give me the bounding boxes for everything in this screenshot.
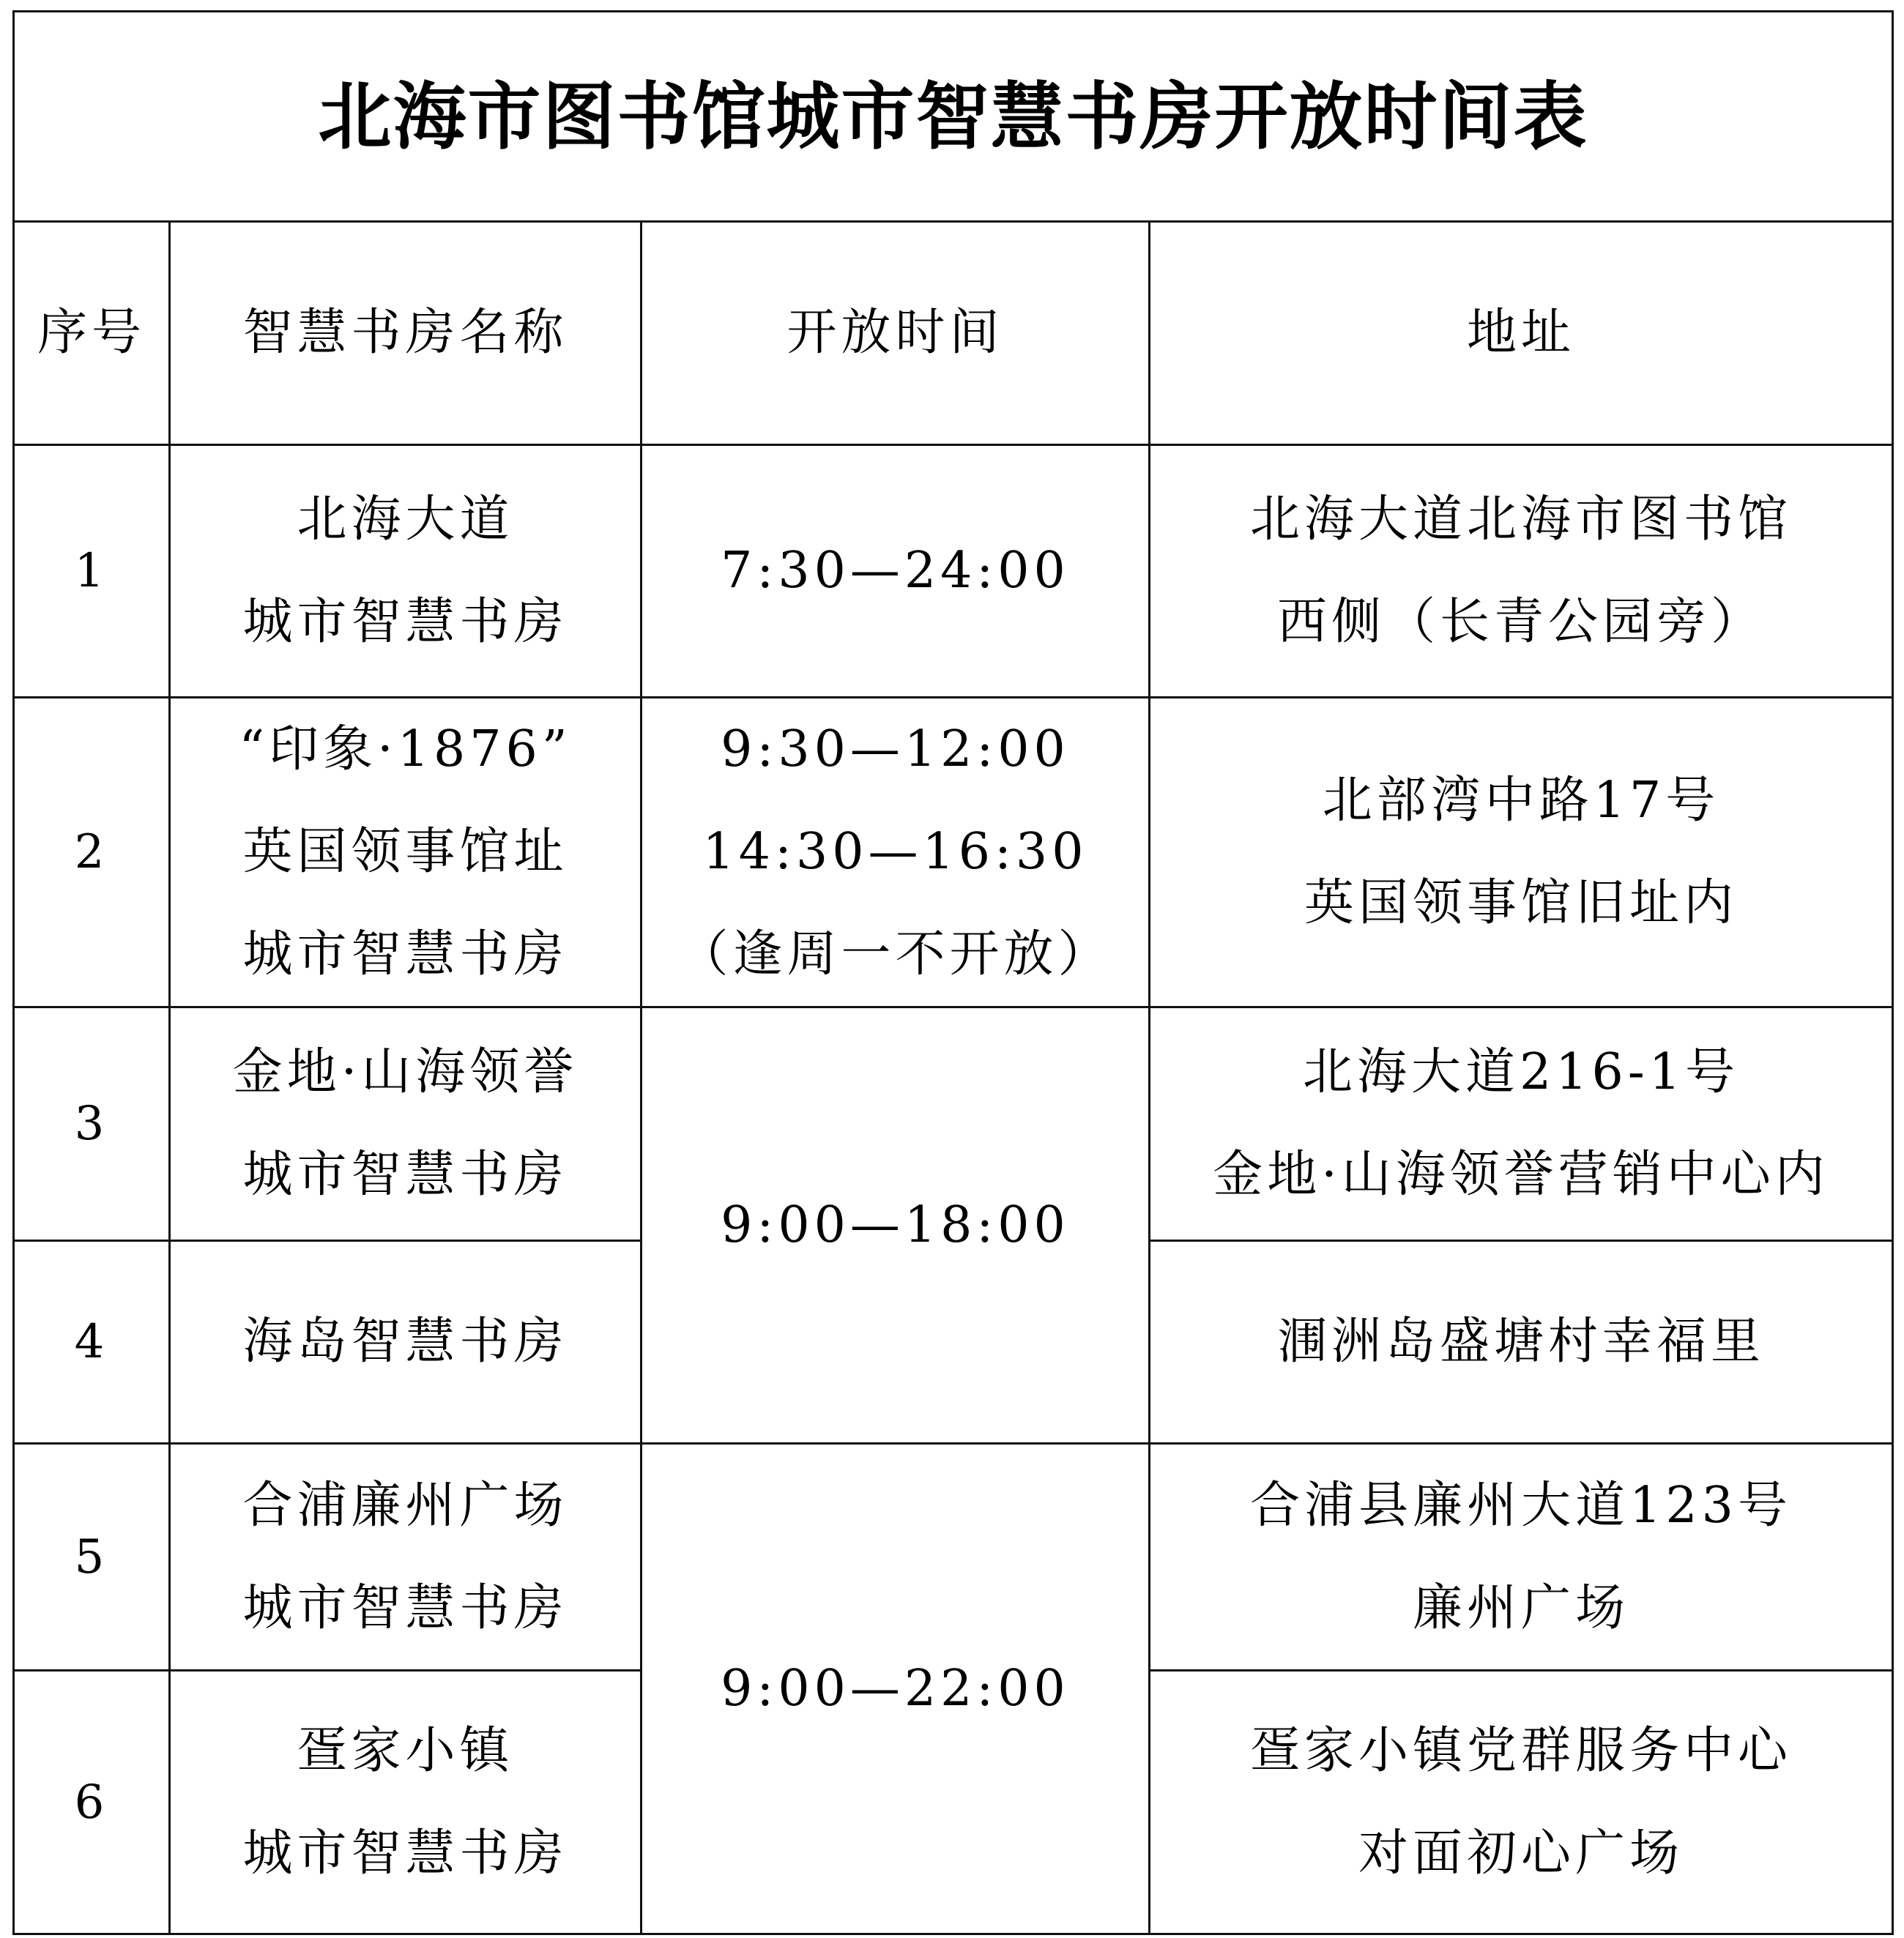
- time-line: 14:30—16:30: [702, 823, 1088, 881]
- name-line: 疍家小镇: [297, 1721, 514, 1780]
- time-line: （逢周一不开放）: [678, 925, 1112, 983]
- name-line: 城市智慧书房: [242, 1824, 568, 1882]
- header-address: 地址: [1150, 222, 1893, 445]
- row-address: [1150, 1007, 1893, 1241]
- address-line: 英国领事馆旧址内: [1304, 874, 1738, 932]
- row-address: [1150, 1671, 1893, 1934]
- address-line: 疍家小镇党群服务中心: [1249, 1721, 1792, 1780]
- row-no: 1: [14, 445, 170, 698]
- name-line: 城市智慧书房: [242, 1579, 568, 1637]
- row-time: [642, 1444, 1150, 1934]
- row-no: 3: [14, 1007, 170, 1241]
- header-name: 智慧书房名称: [170, 222, 642, 445]
- table-title: 北海市图书馆城市智慧书房开放时间表: [14, 12, 1893, 222]
- name-line: 城市智慧书房: [242, 1146, 568, 1204]
- row-address: [1150, 1444, 1893, 1671]
- row-no: 2: [14, 698, 170, 1007]
- row-time: [642, 698, 1150, 1007]
- name-line: “印象·1876”: [239, 720, 572, 778]
- row-time: [642, 1007, 1150, 1444]
- name-line: 北海大道: [297, 491, 514, 548]
- row-address: [1150, 445, 1893, 698]
- table-row: [14, 698, 1893, 1007]
- name-line: 合浦廉州广场: [242, 1476, 568, 1535]
- header-row: [14, 222, 1893, 445]
- table-row: [14, 445, 1893, 698]
- address-line: 北海大道北海市图书馆: [1249, 491, 1792, 548]
- name-line: 城市智慧书房: [242, 925, 568, 983]
- row-name: [170, 1444, 642, 1671]
- address-line: 合浦县廉州大道123号: [1250, 1476, 1792, 1535]
- row-name: [170, 698, 642, 1007]
- table-row: [14, 1444, 1893, 1671]
- time-line: 9:00—22:00: [721, 1659, 1070, 1718]
- row-name: [170, 445, 642, 698]
- row-address: [1150, 1241, 1893, 1444]
- header-time: 开放时间: [642, 222, 1150, 445]
- address-line: 对面初心广场: [1358, 1824, 1684, 1882]
- row-no: 4: [14, 1241, 170, 1444]
- row-name: [170, 1007, 642, 1241]
- name-line: 海岛智慧书房: [242, 1313, 568, 1371]
- header-no: 序号: [14, 222, 170, 445]
- table-row: [14, 1007, 1893, 1241]
- address-line: 涠洲岛盛塘村幸福里: [1276, 1313, 1765, 1371]
- time-line: 9:00—18:00: [721, 1196, 1070, 1254]
- address-line: 金地·山海领誉营销中心内: [1213, 1146, 1829, 1204]
- name-line: 金地·山海领誉: [232, 1043, 579, 1101]
- address-line: 西侧（长青公园旁）: [1276, 593, 1765, 651]
- row-no: 6: [14, 1671, 170, 1934]
- name-line: 英国领事馆址: [242, 823, 568, 881]
- row-name: [170, 1241, 642, 1444]
- opening-hours-table: [12, 10, 1894, 1935]
- row-name: [170, 1671, 642, 1934]
- time-line: 9:30—12:00: [721, 720, 1070, 778]
- address-line: 廉州广场: [1412, 1579, 1629, 1637]
- row-address: [1150, 698, 1893, 1007]
- time-line: 7:30—24:00: [721, 542, 1070, 600]
- name-line: 城市智慧书房: [242, 593, 568, 651]
- row-time: [642, 445, 1150, 698]
- row-no: 5: [14, 1444, 170, 1671]
- address-line: 北部湾中路17号: [1322, 772, 1720, 830]
- address-line: 北海大道216-1号: [1302, 1043, 1740, 1101]
